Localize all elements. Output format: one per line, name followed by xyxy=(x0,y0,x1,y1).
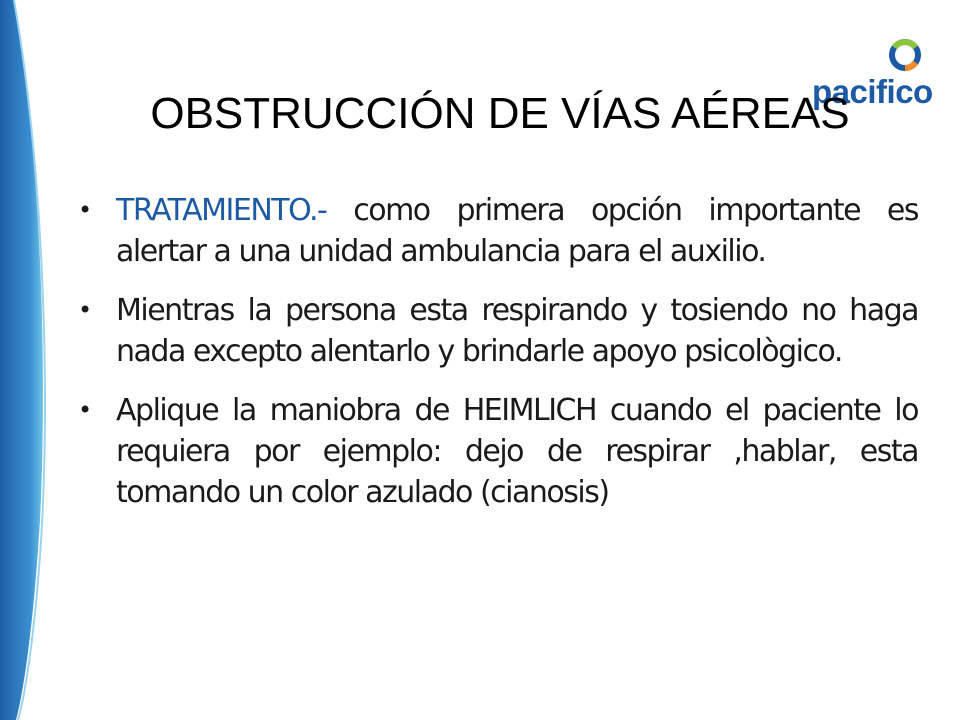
slide-title: OBSTRUCCIÓN DE VÍAS AÉREAS xyxy=(150,89,850,138)
bullet-list xyxy=(72,190,918,531)
bullet-text: como primera opción importante es alertar a una unidad ambulancia para el auxilio. xyxy=(116,193,918,269)
bullet-text: Aplique la maniobra de HEIMLICH cuando el paciente lo requiera por ejemplo: dejo de respirar ,hablar, esta tomando un color azulado (cianosis) xyxy=(116,393,918,510)
bullet-dot-icon: • xyxy=(78,296,91,324)
bullet-dot-icon: • xyxy=(78,396,91,424)
bullet-item-heimlich xyxy=(72,390,918,513)
bullet-item-mientras xyxy=(72,290,918,372)
bullet-item-tratamiento xyxy=(72,190,918,272)
logo-text: pacifico xyxy=(812,73,933,110)
bullet-lead: TRATAMIENTO.- xyxy=(116,193,327,228)
swoosh-decoration-icon xyxy=(0,0,60,720)
pacifico-ring-logo-icon xyxy=(888,38,922,72)
bullet-dot-icon: • xyxy=(78,196,91,224)
bullet-text: Mientras la persona esta respirando y tosiendo no haga nada excepto alentarlo y brindarle apoyo psicològico. xyxy=(116,293,918,369)
